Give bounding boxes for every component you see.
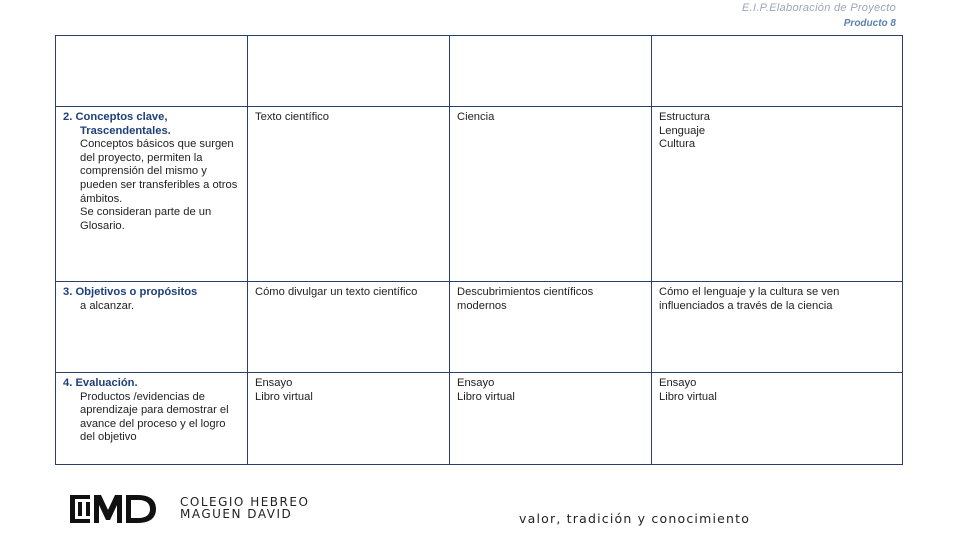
header-product-number: Producto 8 xyxy=(843,18,896,29)
table-cell: Ensayo Libro virtual xyxy=(450,373,652,465)
school-logo-icon xyxy=(68,492,158,526)
table-row-key-concepts xyxy=(56,107,903,282)
category-number: 3. xyxy=(63,286,73,298)
table-cell: Cómo divulgar un texto científico xyxy=(248,282,450,373)
category-title-part2: Trascendentales. xyxy=(80,124,171,137)
category-title xyxy=(63,377,240,391)
table-row-empty xyxy=(56,36,903,107)
school-name-line1: COLEGIO HEBREO xyxy=(180,495,310,509)
category-cell xyxy=(56,282,248,373)
table-cell xyxy=(652,36,903,107)
category-description: a alcanzar. xyxy=(80,299,135,312)
table-row-objectives xyxy=(56,282,903,373)
project-table xyxy=(55,35,903,465)
category-number: 2. xyxy=(63,111,73,123)
school-name xyxy=(180,496,309,520)
table-cell: Descubrimientos científicos modernos xyxy=(450,282,652,373)
table-cell: Texto científico xyxy=(248,107,450,282)
category-description: Productos /evidencias de aprendizaje para demostrar el avance del proceso y el logro del objetivo xyxy=(80,390,229,444)
table-cell xyxy=(450,36,652,107)
table-cell: Ciencia xyxy=(450,107,652,282)
table-cell xyxy=(56,36,248,107)
table-row-evaluation xyxy=(56,373,903,465)
table-cell: Ensayo Libro virtual xyxy=(248,373,450,465)
table-cell: Ensayo Libro virtual xyxy=(652,373,903,465)
category-number: 4. xyxy=(63,377,73,389)
table-cell: Cómo el lenguaje y la cultura se ven influenciados a través de la ciencia xyxy=(652,282,903,373)
category-cell xyxy=(56,107,248,282)
category-title-part1: Evaluación. xyxy=(75,377,138,389)
school-name-line2: MAGUEN DAVID xyxy=(180,507,293,521)
table-cell xyxy=(248,36,450,107)
category-title xyxy=(63,286,240,300)
category-title xyxy=(63,111,240,125)
document-header xyxy=(742,1,896,31)
school-motto: valor, tradición y conocimiento xyxy=(519,511,751,526)
category-cell xyxy=(56,373,248,465)
category-title-part1: Objetivos o propósitos xyxy=(75,286,198,298)
table-cell: Estructura Lenguaje Cultura xyxy=(652,107,903,282)
category-title-part1: Conceptos clave, xyxy=(75,111,168,123)
header-project-title: E.I.P.Elaboración de Proyecto xyxy=(741,2,896,14)
category-description: Conceptos básicos que surgen del proyecto, permiten la comprensión del mismo y pueden ser transferibles a otros ámbitos. Se consideran parte de un Glosario. xyxy=(80,138,238,232)
